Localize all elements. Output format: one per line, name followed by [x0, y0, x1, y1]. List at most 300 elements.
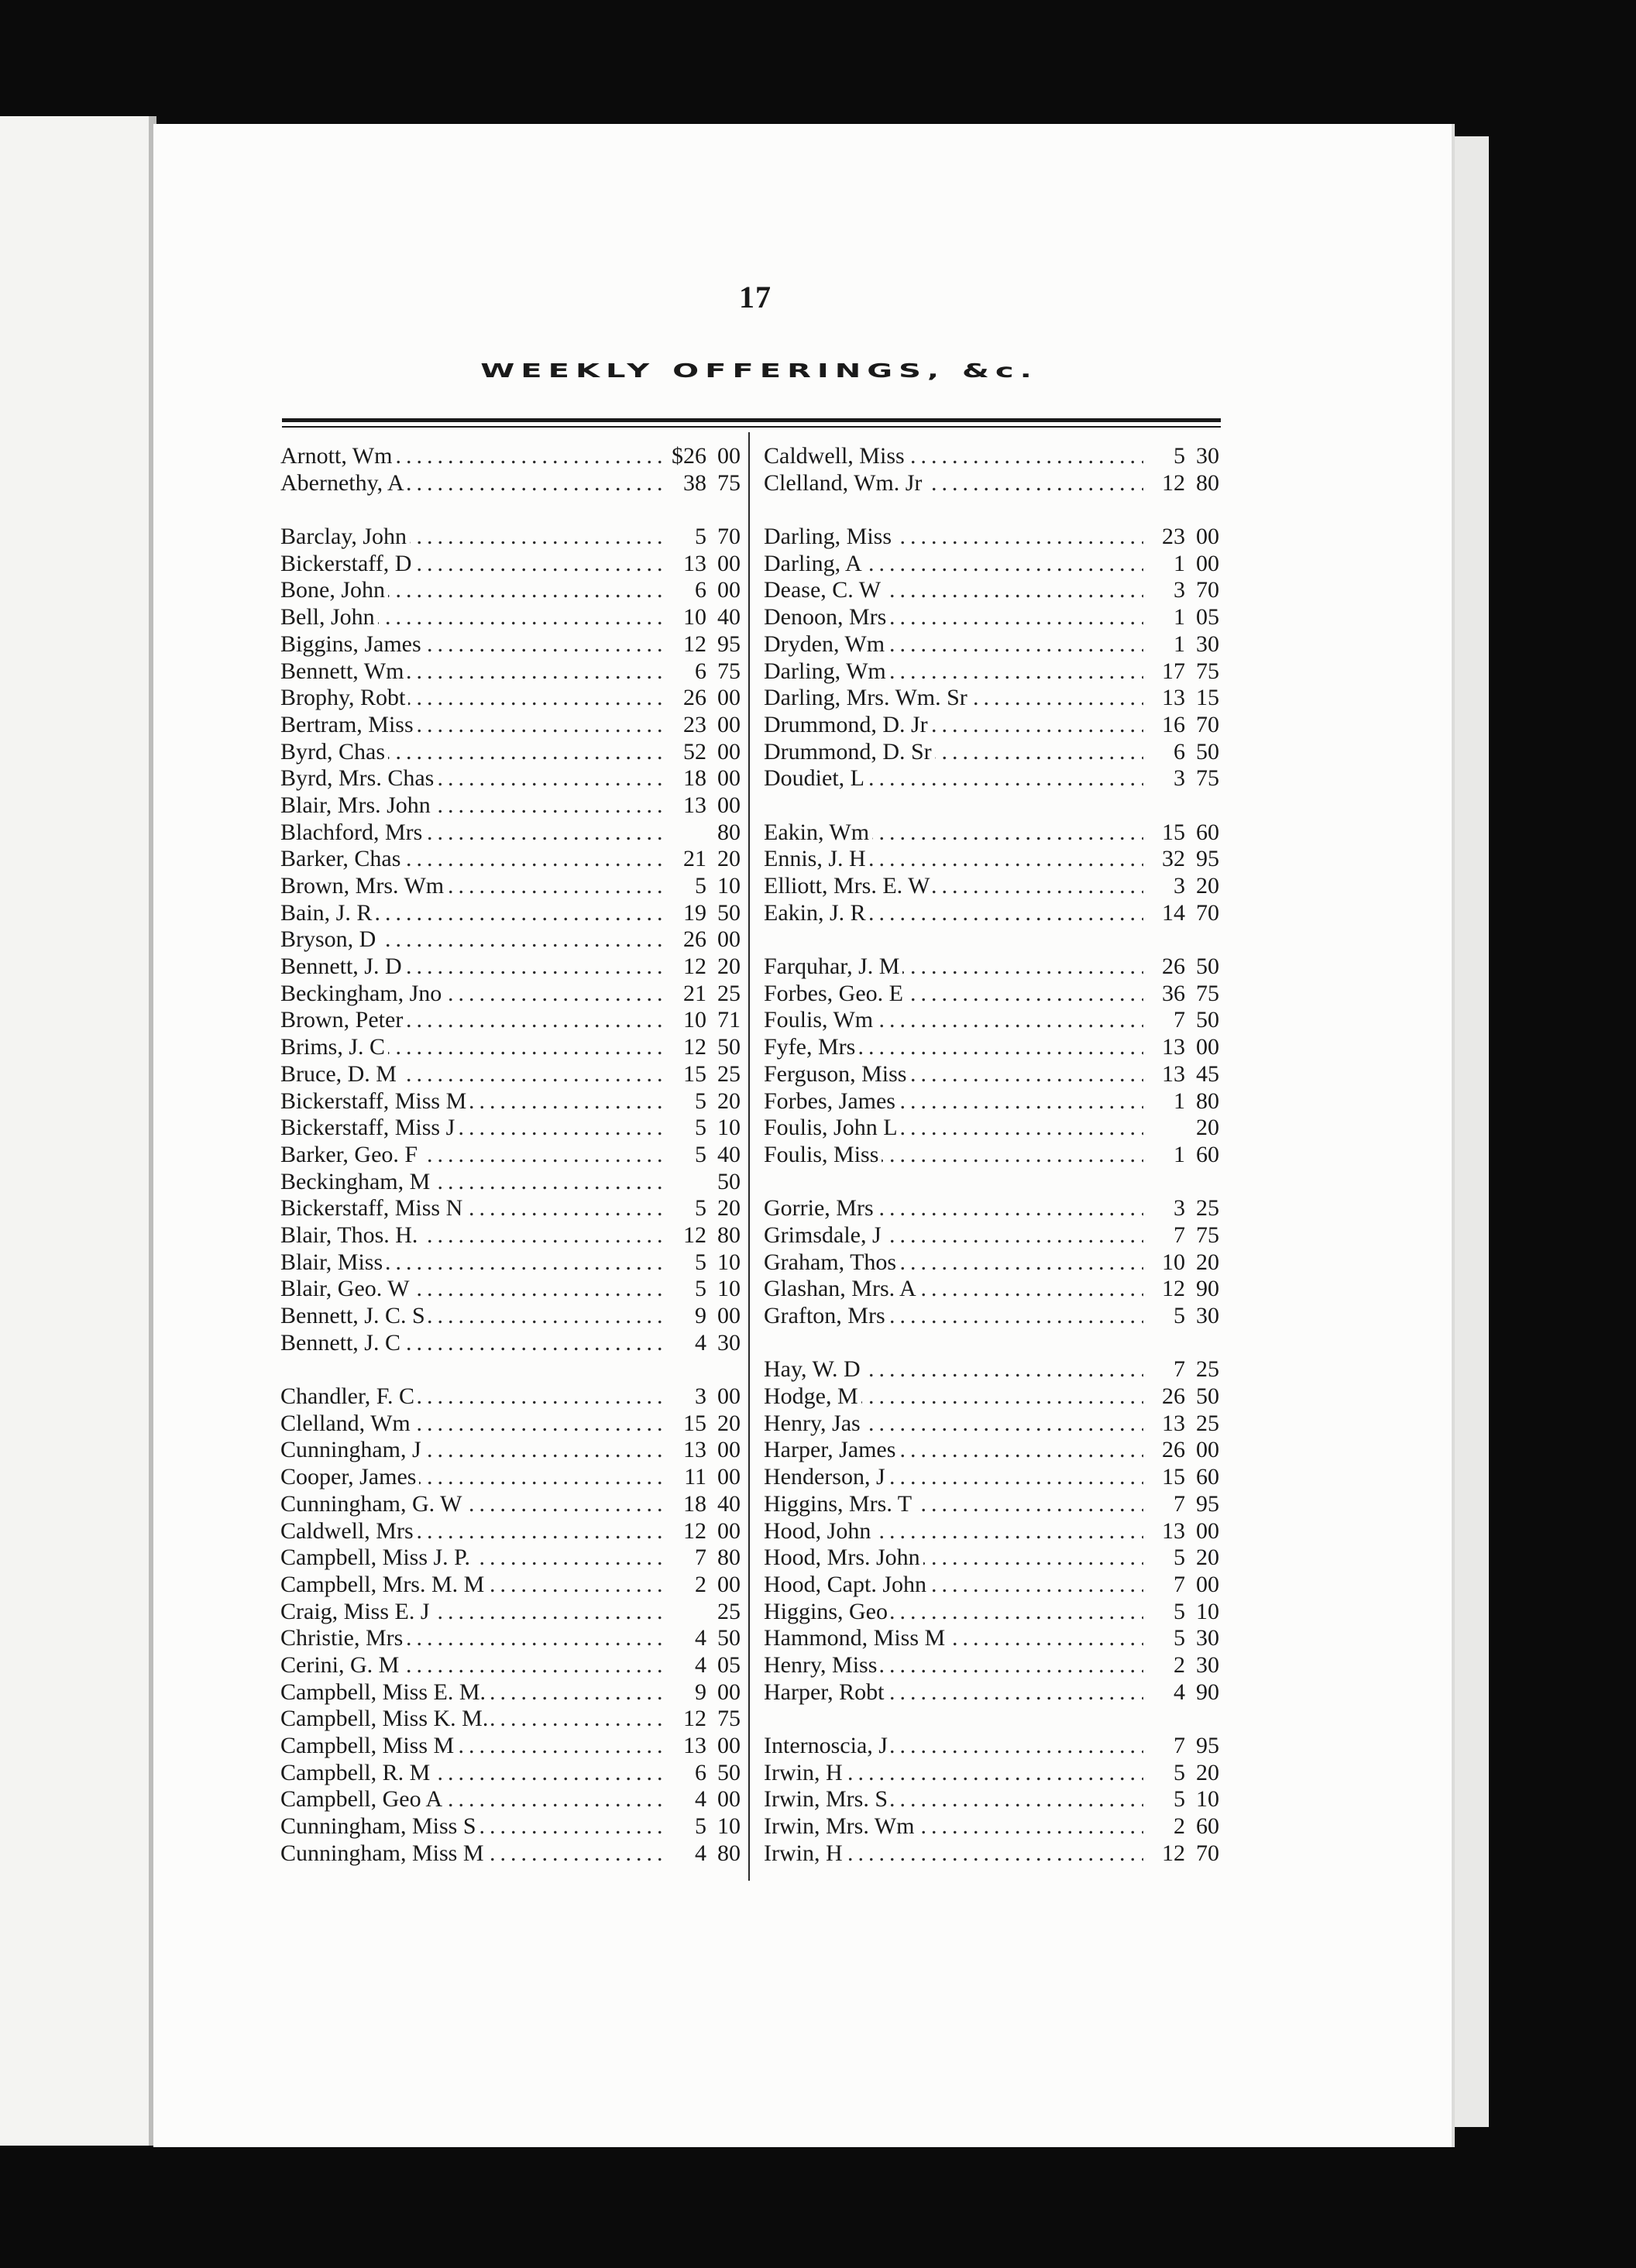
- donor-name: Dease, C. W: [764, 577, 884, 603]
- amount-dollars: 5: [1145, 443, 1185, 470]
- amount-cents: 00: [717, 577, 741, 603]
- donor-name: Hay, W. D: [764, 1356, 864, 1382]
- amount-dollars: 7: [1145, 1007, 1185, 1034]
- donor-name: Eakin, Wm: [764, 820, 872, 845]
- donor-name: Bertram, Miss: [280, 712, 417, 737]
- offering-row: [764, 1518, 1219, 1545]
- donor-name: Brown, Mrs. Wm: [280, 873, 447, 899]
- section-gap: [764, 1706, 1219, 1733]
- offering-row: [280, 1706, 741, 1733]
- amount-dollars: 21: [666, 846, 706, 873]
- offering-row: [280, 1383, 741, 1411]
- donor-name: Campbell, R. M: [280, 1760, 433, 1785]
- amount-cents: 50: [717, 1168, 741, 1194]
- amount-cents: 40: [717, 1141, 741, 1167]
- amount-cents: 10: [717, 1115, 741, 1141]
- amount-cents: 20: [1196, 873, 1219, 899]
- offering-row: [280, 739, 741, 766]
- amount-cents: 60: [1196, 1813, 1219, 1840]
- amount-dollars: 13: [1145, 1034, 1185, 1061]
- amount-cents: 00: [717, 926, 741, 953]
- amount-dollars: 2: [1145, 1652, 1185, 1679]
- offering-row: [764, 577, 1219, 604]
- donor-name: Beckingham, Jno: [280, 981, 445, 1006]
- donor-name: Elliott, Mrs. E. W: [764, 873, 933, 899]
- offering-row: [764, 1491, 1219, 1518]
- amount-cents: 20: [1196, 1249, 1219, 1275]
- amount-cents: 00: [717, 1383, 741, 1410]
- donor-name: Hammond, Miss M: [764, 1625, 948, 1651]
- offering-row: [280, 900, 741, 927]
- offering-row: [280, 658, 741, 686]
- amount-cents: 20: [717, 846, 741, 872]
- amount-cents: 20: [717, 1195, 741, 1222]
- offering-row: [764, 1195, 1219, 1222]
- amount-cents: 50: [717, 1034, 741, 1060]
- section-gap: [280, 497, 741, 524]
- amount-cents: 40: [717, 1490, 741, 1517]
- donor-name: Henry, Miss: [764, 1652, 880, 1678]
- donor-name: Henderson, J: [764, 1464, 888, 1490]
- offering-row: [764, 1383, 1219, 1411]
- amount-dollars: 52: [666, 739, 706, 766]
- donor-name: Blair, Miss: [280, 1249, 386, 1275]
- offering-row: [764, 1061, 1219, 1088]
- donor-name: Bickerstaff, Miss J: [280, 1115, 458, 1140]
- offering-row: [764, 1437, 1219, 1464]
- amount-cents: 75: [717, 469, 741, 496]
- offering-row: [764, 470, 1219, 497]
- amount-dollars: 23: [1145, 524, 1185, 551]
- offering-row: [280, 792, 741, 820]
- offering-row: [280, 1491, 741, 1518]
- donor-name: Beckingham, M: [280, 1169, 433, 1194]
- donor-name: Eakin, J. R: [764, 900, 869, 926]
- offering-row: [764, 846, 1219, 873]
- donor-name: Darling, Mrs. Wm. Sr: [764, 685, 971, 710]
- offering-row: [764, 1115, 1219, 1142]
- donor-name: Foulis, Wm: [764, 1007, 876, 1033]
- donor-name: Barker, Chas: [280, 846, 404, 871]
- donor-name: Hodge, M: [764, 1383, 861, 1409]
- section-gap: [764, 1169, 1219, 1196]
- offering-row: [280, 1437, 741, 1464]
- amount-dollars: 1: [1145, 604, 1185, 631]
- offering-row: [764, 1625, 1219, 1652]
- donor-name: Internoscia, J: [764, 1733, 891, 1758]
- offering-row: [764, 524, 1219, 551]
- amount-cents: 30: [717, 1329, 741, 1356]
- donor-name: Higgins, Geo: [764, 1599, 891, 1624]
- offering-row: [280, 1679, 741, 1706]
- amount-dollars: 15: [666, 1411, 706, 1438]
- amount-cents: 80: [717, 1545, 741, 1571]
- amount-cents: 20: [1196, 1545, 1219, 1571]
- amount-dollars: 4: [666, 1652, 706, 1679]
- amount-cents: 25: [1196, 1356, 1219, 1383]
- section-gap: [764, 792, 1219, 820]
- donor-name: Darling, Miss: [764, 524, 895, 549]
- donor-name: Farquhar, J. M: [764, 954, 902, 979]
- offering-row: [280, 1813, 741, 1840]
- amount-cents: 50: [1196, 1007, 1219, 1033]
- amount-dollars: $26: [666, 443, 706, 470]
- offering-row: [280, 604, 741, 631]
- amount-cents: 00: [717, 1733, 741, 1758]
- amount-dollars: 26: [1145, 954, 1185, 981]
- amount-cents: 00: [717, 1437, 741, 1463]
- amount-dollars: 5: [1145, 1786, 1185, 1813]
- amount-cents: 60: [1196, 819, 1219, 845]
- amount-dollars: 6: [666, 1760, 706, 1787]
- donor-name: Barker, Geo. F: [280, 1142, 421, 1167]
- amount-dollars: 5: [1145, 1760, 1185, 1787]
- amount-cents: 25: [717, 980, 741, 1006]
- offering-row: [280, 577, 741, 604]
- offering-row: [280, 1142, 741, 1169]
- amount-cents: 75: [717, 658, 741, 684]
- amount-cents: 20: [1196, 1759, 1219, 1785]
- offering-row: [764, 1034, 1219, 1061]
- amount-dollars: 7: [1145, 1222, 1185, 1249]
- offering-row: [280, 1652, 741, 1679]
- offering-row: [764, 954, 1219, 981]
- amount-cents: 40: [717, 604, 741, 631]
- offering-row: [764, 1249, 1219, 1277]
- offering-row: [764, 1572, 1219, 1599]
- amount-dollars: 15: [1145, 820, 1185, 847]
- donor-name: Fyfe, Mrs: [764, 1034, 858, 1060]
- offering-row: [280, 470, 741, 497]
- title-rule-thin: [282, 426, 1221, 428]
- page-title: WEEKLY OFFERINGS, &c.: [480, 359, 1038, 383]
- amount-cents: 80: [717, 819, 741, 845]
- amount-dollars: 1: [1145, 551, 1185, 578]
- amount-dollars: 13: [1145, 1061, 1185, 1088]
- amount-dollars: 5: [1145, 1545, 1185, 1572]
- donor-name: Harper, James: [764, 1437, 899, 1462]
- amount-dollars: 10: [666, 1007, 706, 1034]
- donor-name: Bennett, J. D: [280, 954, 405, 979]
- offering-row: [764, 1276, 1219, 1303]
- amount-dollars: 3: [1145, 765, 1185, 792]
- amount-dollars: 11: [666, 1464, 706, 1491]
- offering-row: [280, 1733, 741, 1760]
- donor-name: Cunningham, J: [280, 1437, 424, 1462]
- amount-cents: 50: [717, 1759, 741, 1785]
- offering-row: [764, 1840, 1219, 1868]
- amount-dollars: 6: [666, 658, 706, 686]
- amount-cents: 10: [1196, 1598, 1219, 1624]
- amount-cents: 50: [1196, 954, 1219, 980]
- amount-dollars: 5: [666, 1088, 706, 1115]
- donor-name: Henry, Jas: [764, 1411, 864, 1436]
- amount-dollars: 6: [666, 577, 706, 604]
- amount-dollars: 26: [1145, 1383, 1185, 1411]
- amount-dollars: 26: [1145, 1437, 1185, 1464]
- offering-row: [280, 820, 741, 847]
- offering-row: [280, 1760, 741, 1787]
- amount-dollars: 12: [1145, 1276, 1185, 1303]
- offerings-column-left: [280, 443, 741, 1867]
- donor-name: Bennett, J. C. S: [280, 1303, 428, 1328]
- offering-row: [764, 1813, 1219, 1840]
- donor-name: Craig, Miss E. J: [280, 1599, 433, 1624]
- offering-row: [764, 1411, 1219, 1438]
- amount-cents: 75: [1196, 765, 1219, 792]
- offering-row: [764, 1464, 1219, 1491]
- offering-row: [764, 765, 1219, 792]
- amount-dollars: 3: [1145, 1195, 1185, 1222]
- amount-dollars: 36: [1145, 981, 1185, 1008]
- amount-cents: 00: [717, 1464, 741, 1490]
- amount-dollars: 5: [666, 1276, 706, 1303]
- offering-row: [280, 1061, 741, 1088]
- amount-cents: 70: [1196, 1840, 1219, 1866]
- amount-cents: 95: [1196, 1733, 1219, 1758]
- donor-name: Campbell, Miss J. P.: [280, 1545, 473, 1570]
- amount-cents: 00: [717, 685, 741, 711]
- donor-name: Campbell, Mrs. M. M: [280, 1572, 487, 1597]
- amount-dollars: 21: [666, 981, 706, 1008]
- amount-cents: 70: [717, 524, 741, 550]
- offering-row: [764, 712, 1219, 739]
- offering-row: [280, 1599, 741, 1626]
- donor-name: Bickerstaff, Miss M: [280, 1088, 469, 1114]
- amount-cents: 90: [1196, 1276, 1219, 1302]
- offering-row: [280, 1464, 741, 1491]
- offering-row: [764, 1007, 1219, 1034]
- amount-cents: 75: [1196, 658, 1219, 684]
- donor-name: Blair, Geo. W: [280, 1276, 413, 1301]
- amount-dollars: 5: [1145, 1625, 1185, 1652]
- amount-cents: 45: [1196, 1060, 1219, 1087]
- donor-name: Darling, Wm: [764, 658, 889, 684]
- amount-cents: 00: [1196, 1437, 1219, 1463]
- page-stack-edge: [1450, 136, 1489, 2127]
- amount-dollars: 6: [1145, 739, 1185, 766]
- amount-dollars: 5: [666, 1195, 706, 1222]
- offering-row: [764, 820, 1219, 847]
- donor-name: Blachford, Mrs: [280, 820, 425, 845]
- amount-cents: 80: [717, 1840, 741, 1866]
- amount-cents: 20: [1196, 1115, 1219, 1141]
- offering-row: [280, 1222, 741, 1249]
- section-gap: [764, 497, 1219, 524]
- amount-cents: 00: [717, 738, 741, 765]
- amount-dollars: 32: [1145, 846, 1185, 873]
- amount-cents: 80: [1196, 1088, 1219, 1114]
- donor-name: Blair, Mrs. John: [280, 792, 434, 818]
- amount-cents: 25: [1196, 1410, 1219, 1436]
- amount-dollars: 12: [666, 631, 706, 658]
- amount-cents: 95: [717, 631, 741, 657]
- amount-cents: 80: [717, 1222, 741, 1248]
- section-gap: [764, 926, 1219, 954]
- offering-row: [764, 1545, 1219, 1572]
- offering-row: [764, 1599, 1219, 1626]
- donor-name: Clelland, Wm: [280, 1411, 414, 1436]
- amount-dollars: 14: [1145, 900, 1185, 927]
- offering-row: [764, 1142, 1219, 1169]
- offering-row: [280, 1195, 741, 1222]
- donor-name: Bell, John: [280, 604, 378, 630]
- amount-cents: 25: [1196, 1195, 1219, 1222]
- amount-dollars: 4: [1145, 1679, 1185, 1706]
- amount-cents: 30: [1196, 1303, 1219, 1328]
- offering-row: [280, 1276, 741, 1303]
- donor-name: Campbell, Geo A: [280, 1786, 445, 1812]
- donor-name: Caldwell, Mrs: [280, 1518, 417, 1544]
- donor-name: Brims, J. C: [280, 1034, 388, 1060]
- amount-cents: 05: [1196, 604, 1219, 631]
- amount-cents: 10: [717, 1249, 741, 1275]
- amount-cents: 50: [1196, 1383, 1219, 1410]
- amount-dollars: 12: [1145, 1840, 1185, 1868]
- amount-dollars: 12: [666, 1034, 706, 1061]
- amount-dollars: 1: [1145, 1142, 1185, 1169]
- donor-name: Irwin, Mrs. Wm: [764, 1813, 917, 1839]
- amount-cents: 30: [1196, 1651, 1219, 1678]
- offering-row: [280, 1840, 741, 1868]
- amount-dollars: 38: [666, 470, 706, 497]
- facing-page-edge: [0, 116, 156, 2146]
- donor-name: Campbell, Miss M: [280, 1733, 457, 1758]
- section-gap: [764, 1330, 1219, 1357]
- amount-dollars: 4: [666, 1625, 706, 1652]
- amount-dollars: 19: [666, 900, 706, 927]
- donor-name: Arnott, Wm: [280, 443, 395, 469]
- amount-cents: 00: [717, 1303, 741, 1328]
- amount-cents: 30: [1196, 1625, 1219, 1651]
- amount-dollars: 26: [666, 926, 706, 954]
- amount-dollars: 16: [1145, 712, 1185, 739]
- amount-cents: 10: [717, 873, 741, 899]
- offering-row: [764, 981, 1219, 1008]
- amount-cents: 15: [1196, 685, 1219, 711]
- donor-name: Graham, Thos: [764, 1249, 899, 1275]
- offering-row: [280, 1330, 741, 1357]
- donor-name: Ennis, J. H: [764, 846, 869, 871]
- offering-row: [280, 551, 741, 578]
- donor-name: Brophy, Robt: [280, 685, 408, 710]
- amount-cents: 60: [1196, 1141, 1219, 1167]
- offering-row: [764, 1356, 1219, 1383]
- donor-name: Cooper, James: [280, 1464, 419, 1490]
- amount-dollars: 12: [1145, 470, 1185, 497]
- amount-dollars: 9: [666, 1303, 706, 1330]
- amount-dollars: 10: [1145, 1249, 1185, 1277]
- offering-row: [280, 1786, 741, 1813]
- offering-row: [280, 981, 741, 1008]
- amount-dollars: 12: [666, 1222, 706, 1249]
- amount-cents: 80: [1196, 469, 1219, 496]
- amount-dollars: 13: [1145, 685, 1185, 712]
- offering-row: [280, 1572, 741, 1599]
- donor-name: Caldwell, Miss: [764, 443, 908, 469]
- offering-row: [764, 739, 1219, 766]
- donor-name: Foulis, Miss: [764, 1142, 882, 1167]
- offering-row: [280, 1625, 741, 1652]
- offering-row: [280, 926, 741, 954]
- offering-row: [764, 1222, 1219, 1249]
- amount-cents: 00: [717, 1786, 741, 1813]
- offering-row: [280, 954, 741, 981]
- amount-dollars: 1: [1145, 631, 1185, 658]
- amount-cents: 70: [1196, 577, 1219, 603]
- donor-name: Biggins, James: [280, 631, 424, 657]
- offering-row: [764, 443, 1219, 470]
- donor-name: Barclay, John: [280, 524, 410, 549]
- amount-dollars: 3: [666, 1383, 706, 1411]
- amount-dollars: 10: [666, 604, 706, 631]
- page-number: 17: [739, 280, 772, 314]
- amount-dollars: 3: [1145, 577, 1185, 604]
- amount-dollars: 5: [666, 524, 706, 551]
- donor-name: Bain, J. R: [280, 900, 375, 926]
- donor-name: Gorrie, Mrs: [764, 1195, 877, 1221]
- offering-row: [764, 658, 1219, 686]
- amount-cents: 75: [717, 1706, 741, 1732]
- amount-cents: 00: [717, 711, 741, 737]
- amount-cents: 00: [1196, 1034, 1219, 1060]
- donor-name: Byrd, Chas: [280, 739, 388, 765]
- offering-row: [764, 1652, 1219, 1679]
- amount-cents: 50: [1196, 738, 1219, 765]
- offering-row: [280, 443, 741, 470]
- donor-name: Campbell, Miss K. M.: [280, 1706, 491, 1731]
- offering-row: [764, 1679, 1219, 1706]
- amount-dollars: 7: [1145, 1572, 1185, 1599]
- amount-cents: 00: [1196, 1571, 1219, 1597]
- amount-dollars: 18: [666, 765, 706, 792]
- offering-row: [764, 1786, 1219, 1813]
- amount-dollars: 13: [666, 1733, 706, 1760]
- donor-name: Abernethy, A: [280, 470, 407, 496]
- offering-row: [280, 1411, 741, 1438]
- offering-row: [280, 1169, 741, 1196]
- offering-row: [280, 524, 741, 551]
- offering-row: [280, 1249, 741, 1277]
- donor-name: Irwin, Mrs. S: [764, 1786, 891, 1812]
- amount-dollars: 17: [1145, 658, 1185, 686]
- donor-name: Darling, A: [764, 551, 865, 576]
- offering-row: [764, 604, 1219, 631]
- amount-cents: 20: [717, 1410, 741, 1436]
- donor-name: Grimsdale, J: [764, 1222, 885, 1248]
- amount-dollars: 3: [1145, 873, 1185, 900]
- amount-dollars: 5: [1145, 1599, 1185, 1626]
- donor-name: Harper, Robt: [764, 1679, 887, 1705]
- donor-name: Denoon, Mrs: [764, 604, 889, 630]
- amount-dollars: 9: [666, 1679, 706, 1706]
- amount-cents: 95: [1196, 1490, 1219, 1517]
- amount-cents: 30: [1196, 443, 1219, 469]
- amount-cents: 70: [1196, 899, 1219, 926]
- offering-row: [764, 1303, 1219, 1330]
- offering-row: [280, 631, 741, 658]
- offering-row: [764, 631, 1219, 658]
- amount-cents: 90: [1196, 1679, 1219, 1705]
- amount-dollars: 13: [666, 1437, 706, 1464]
- amount-cents: 50: [717, 899, 741, 926]
- donor-name: Doudiet, L: [764, 765, 868, 791]
- offering-row: [280, 1007, 741, 1034]
- amount-dollars: 7: [1145, 1733, 1185, 1760]
- amount-dollars: 1: [1145, 1088, 1185, 1115]
- amount-cents: 75: [1196, 1222, 1219, 1248]
- amount-dollars: 13: [666, 792, 706, 820]
